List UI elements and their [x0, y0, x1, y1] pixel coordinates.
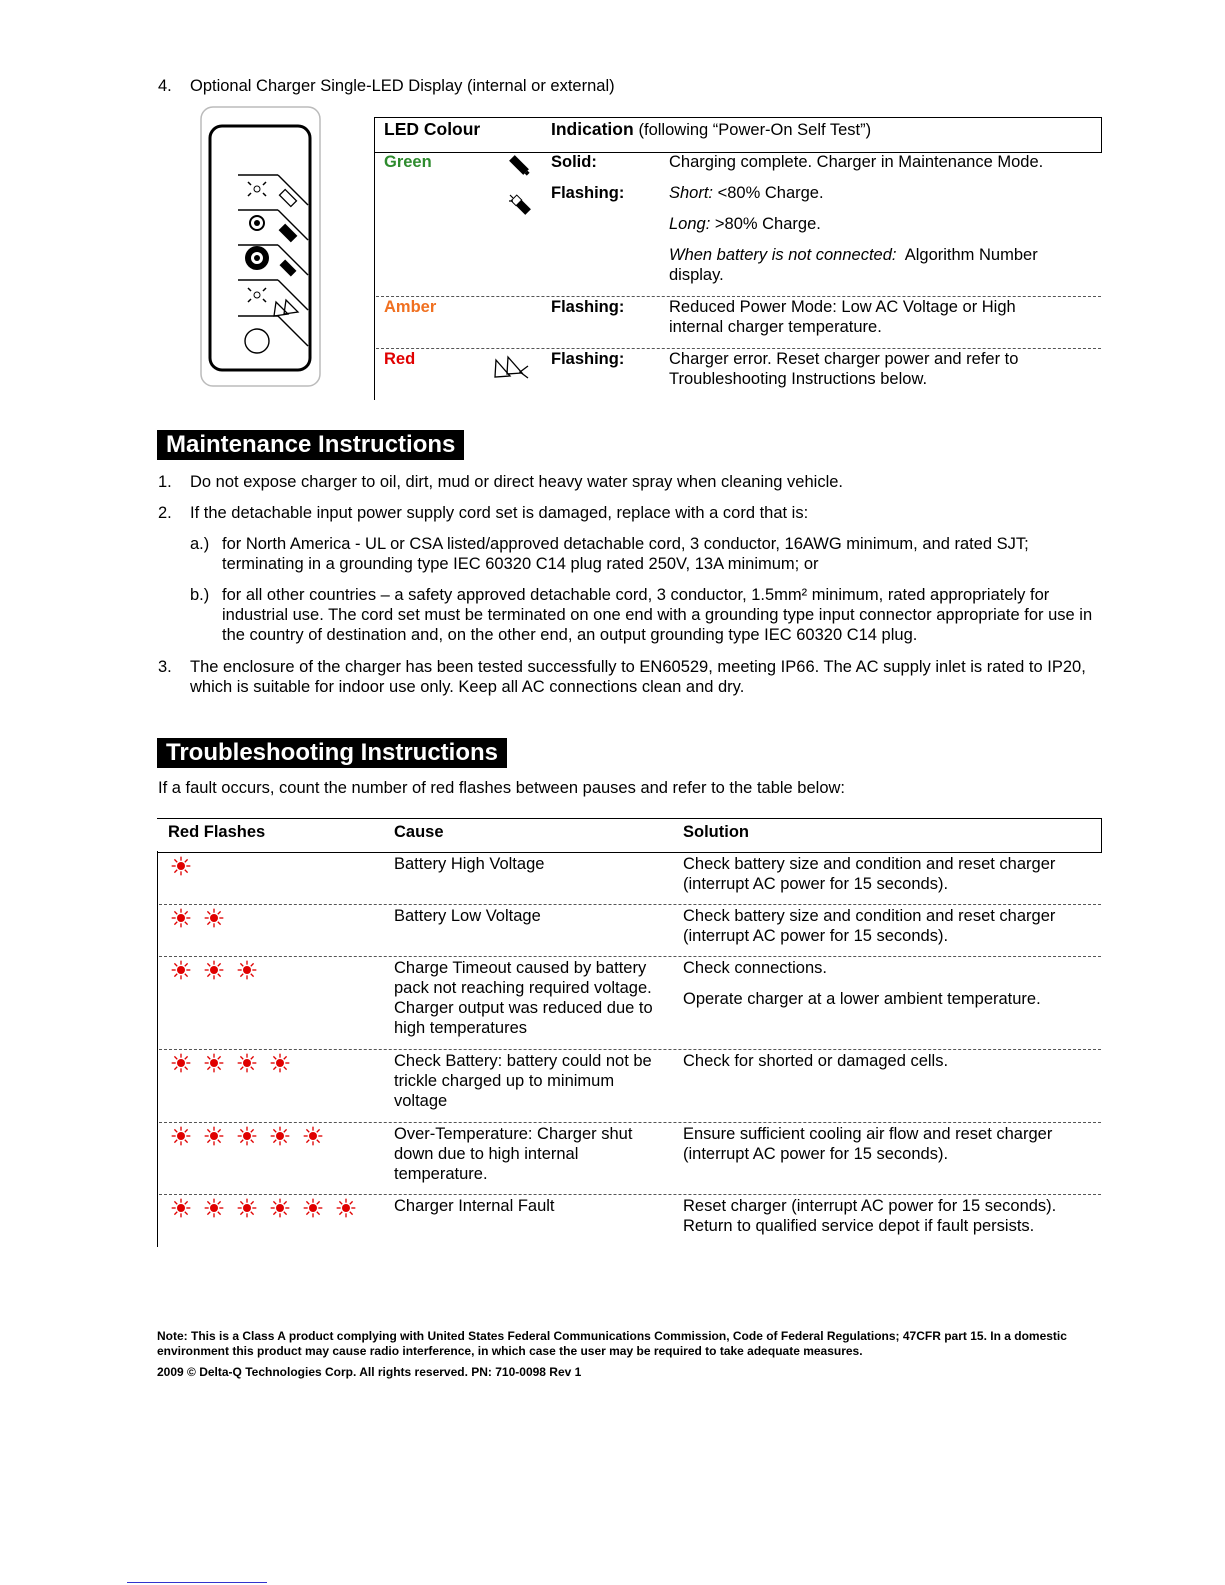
- maintenance-heading: Maintenance Instructions: [157, 430, 464, 460]
- flashing-label-red: Flashing:: [551, 350, 625, 368]
- fault-solution-extra: Operate charger at a lower ambient temperature.: [683, 990, 1041, 1008]
- flash-count-cell: [171, 960, 270, 980]
- fault-cause: Charger Internal Fault: [394, 1197, 555, 1215]
- flashing-battery-icon: [506, 190, 534, 218]
- flashing-label-amber: Flashing:: [551, 298, 625, 316]
- maintenance-subitem-text: for North America - UL or CSA listed/approved detachable cord, 3 conductor, 16AWG minimum, and rated SJT; terminating in a grounding type IEC 60320 C14 plug rated 250V, 13A minimum; or: [222, 535, 1029, 573]
- col-cause: Cause: [394, 823, 444, 841]
- flash-count-cell: [171, 856, 204, 876]
- red-flash-icon: [237, 1126, 257, 1146]
- charger-display-illustration: [200, 106, 322, 388]
- led-table-left-border: [374, 117, 375, 400]
- solid-text: Charging complete. Charger in Maintenance Mode.: [669, 153, 1044, 171]
- long-flash-row: Long: >80% Charge.: [669, 215, 821, 233]
- fault-solution: Check battery size and condition and reset charger (interrupt AC power for 15 seconds).: [683, 907, 1056, 945]
- red-flash-icon: [237, 960, 257, 980]
- red-flash-icon: [171, 908, 191, 928]
- red-flash-icon: [303, 1198, 323, 1218]
- fault-solution: Check connections.: [683, 959, 827, 977]
- solid-led-icon: [245, 246, 269, 270]
- maintenance-item-num: 3.: [158, 658, 172, 676]
- section-number: 4.: [158, 77, 172, 95]
- red-text: Charger error. Reset charger power and refer to Troubleshooting Instructions below.: [669, 350, 1019, 388]
- section-title: Optional Charger Single-LED Display (internal or external): [190, 77, 615, 95]
- flashing-label-green: Flashing:: [551, 184, 625, 202]
- maintenance-subitem-num: a.): [190, 535, 210, 553]
- fault-solution: Reset charger (interrupt AC power for 15 seconds). Return to qualified service depot if fault persists.: [683, 1197, 1057, 1235]
- maintenance-subitem-num: b.): [190, 586, 210, 604]
- copyright: 2009 © Delta-Q Technologies Corp. All rights reserved. PN: 710-0098 Rev 1: [157, 1365, 582, 1379]
- red-flash-icon: [171, 1198, 191, 1218]
- red-flash-icon: [270, 1053, 290, 1073]
- led-colour-header: LED Colour: [384, 119, 481, 139]
- fault-cause: Over-Temperature: Charger shut down due to high internal temperature.: [394, 1125, 633, 1183]
- troubleshooting-heading: Troubleshooting Instructions: [157, 738, 507, 768]
- maintenance-item-text: Do not expose charger to oil, dirt, mud or direct heavy water spray when cleaning vehicle.: [190, 473, 843, 491]
- red-flash-icon: [204, 1126, 224, 1146]
- fault-solution: Check for shorted or damaged cells.: [683, 1052, 949, 1070]
- no-battery-row: When battery is not connected: Algorithm Number display.: [669, 246, 1038, 284]
- flash-count-cell: [171, 908, 237, 928]
- red-flash-icon: [171, 856, 191, 876]
- short-flash-row: Short: <80% Charge.: [669, 184, 824, 202]
- flash-count-cell: [171, 1053, 303, 1073]
- red-flash-icon: [336, 1198, 356, 1218]
- error-triangles-icon: [494, 354, 536, 384]
- row-divider: [159, 956, 1101, 957]
- row-divider: [159, 1194, 1101, 1195]
- fault-cause: Battery High Voltage: [394, 855, 545, 873]
- maintenance-item-num: 1.: [158, 473, 172, 491]
- led-green-label: Green: [384, 153, 432, 171]
- red-flash-icon: [204, 1198, 224, 1218]
- indication-header: Indication (following “Power-On Self Test”): [551, 119, 872, 139]
- red-flash-icon: [171, 960, 191, 980]
- fault-table-left-border: [157, 851, 158, 1247]
- row-divider: [159, 904, 1101, 905]
- red-flash-icon: [204, 960, 224, 980]
- amber-text: Reduced Power Mode: Low AC Voltage or High internal charger temperature.: [669, 298, 1016, 336]
- red-flash-icon: [204, 1053, 224, 1073]
- red-flash-icon: [171, 1053, 191, 1073]
- fault-cause: Battery Low Voltage: [394, 907, 541, 925]
- footnote-rule: [127, 1582, 267, 1583]
- flash-count-cell: [171, 1126, 336, 1146]
- led-red-label: Red: [384, 350, 416, 368]
- red-flash-icon: [237, 1053, 257, 1073]
- fault-cause: Charge Timeout caused by battery pack not reaching required voltage. Charger output was reduced due to high temperatures: [394, 959, 653, 1037]
- fcc-note: Note: This is a Class A product complying with United States Federal Communications Commission, Code of Federal Regulations; 47CFR part 15. In a domestic environment this product may cause radio interference, in which case the user may be required to take adequate measures.: [157, 1329, 1067, 1358]
- red-flash-icon: [270, 1126, 290, 1146]
- fault-solution: Check battery size and condition and reset charger (interrupt AC power for 15 seconds).: [683, 855, 1056, 893]
- solid-battery-icon: [506, 152, 532, 178]
- red-flash-icon: [270, 1198, 290, 1218]
- led-lens: [245, 329, 269, 353]
- troubleshooting-intro: If a fault occurs, count the number of red flashes between pauses and refer to the table below:: [158, 779, 845, 797]
- row-divider: [159, 1049, 1101, 1050]
- red-flash-icon: [237, 1198, 257, 1218]
- red-flash-icon: [171, 1126, 191, 1146]
- fault-solution: Ensure sufficient cooling air flow and reset charger (interrupt AC power for 15 seconds).: [683, 1125, 1053, 1163]
- fault-cause: Check Battery: battery could not be trickle charged up to minimum voltage: [394, 1052, 652, 1110]
- col-solution: Solution: [683, 823, 749, 841]
- maintenance-item-text: The enclosure of the charger has been tested successfully to EN60529, meeting IP66. The AC supply inlet is rated to IP20, which is suitable for indoor use only. Keep all AC connections clean and dry.: [190, 658, 1086, 696]
- red-flash-icon: [204, 908, 224, 928]
- led-amber-label: Amber: [384, 298, 437, 316]
- flash-count-cell: [171, 1198, 369, 1218]
- row-divider: [159, 1122, 1101, 1123]
- red-flash-icon: [303, 1126, 323, 1146]
- solid-label: Solid:: [551, 153, 597, 171]
- col-red-flashes: Red Flashes: [168, 823, 266, 841]
- fault-table-header-box: [157, 818, 1102, 853]
- maintenance-item-num: 2.: [158, 504, 172, 522]
- maintenance-item-text: If the detachable input power supply cord set is damaged, replace with a cord that is:: [190, 504, 809, 522]
- maintenance-subitem-text: for all other countries – a safety approved detachable cord, 3 conductor, 1.5mm² minimum, rated appropriately for industrial use. The cord set must be terminated on one end with a grounding type input connector appropriate for use in the country of destination and, on the other end, an output grounding type IEC 60320 C14 plug.: [222, 586, 1093, 644]
